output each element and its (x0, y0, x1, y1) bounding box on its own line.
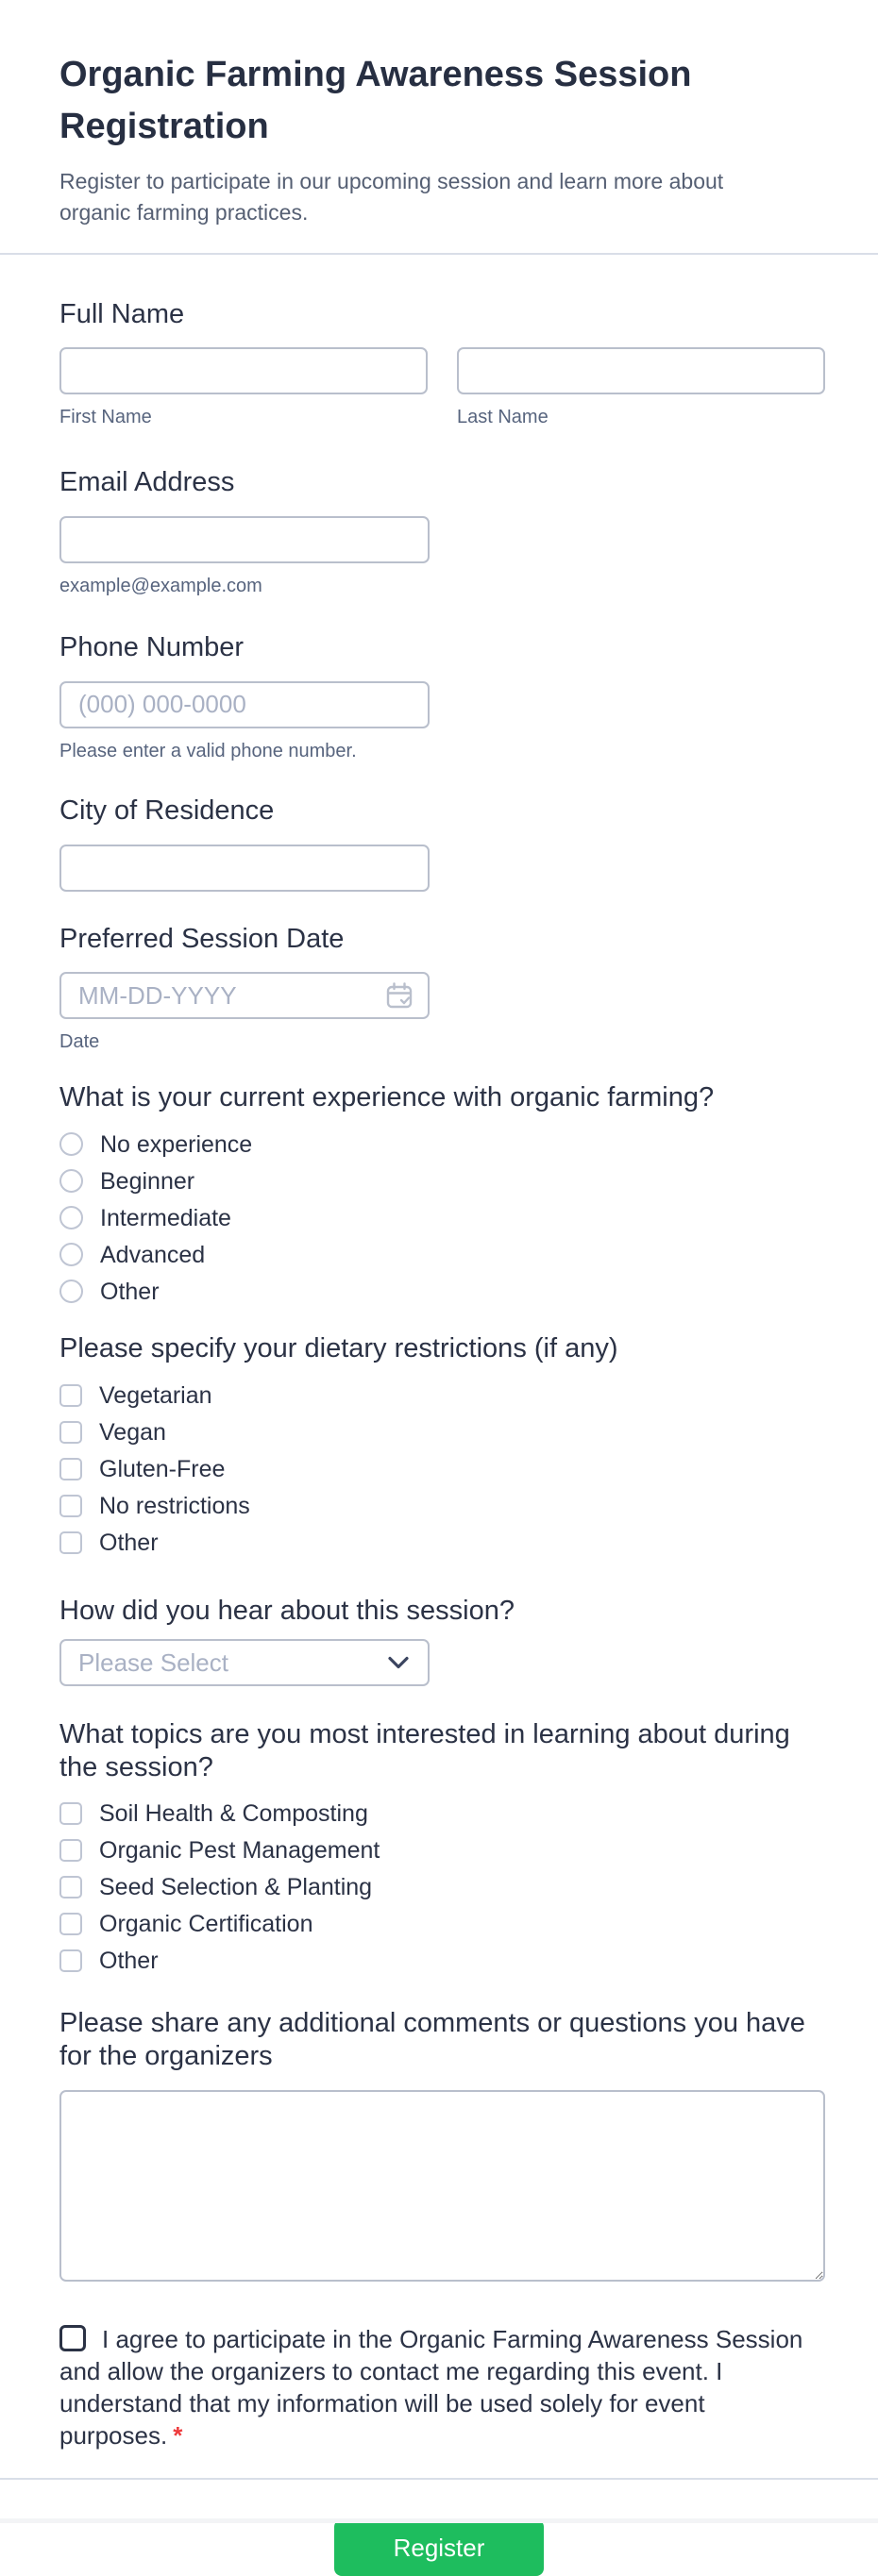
checkbox-dietary-other[interactable] (59, 1531, 82, 1554)
date-sublabel: Date (59, 1031, 100, 1053)
field-dietary (59, 1332, 825, 1561)
last-name-sublabel: Last Name (457, 407, 549, 428)
checkbox-vegetarian[interactable] (59, 1384, 82, 1407)
first-name-field[interactable] (59, 347, 428, 394)
form-body (0, 298, 878, 2452)
full-name-row (59, 347, 825, 428)
checkbox-pest-management[interactable] (59, 1839, 82, 1862)
register-button[interactable]: Register (334, 2519, 544, 2576)
field-agreement (59, 2323, 825, 2451)
dietary-option-row (59, 1487, 825, 1524)
phone-label: Phone Number (59, 632, 245, 663)
agreement-row (59, 2323, 825, 2451)
checkbox-label[interactable]: Other (99, 1948, 159, 1975)
checkbox-no-restrictions[interactable] (59, 1495, 82, 1517)
city-field[interactable] (59, 845, 430, 892)
page-subtitle: Register to participate in our upcoming session and learn more about organic farming practices. (59, 169, 724, 225)
checkbox-label[interactable]: Gluten-Free (99, 1456, 226, 1483)
field-experience (59, 1081, 825, 1310)
date-field[interactable] (59, 972, 430, 1019)
first-name-sublabel: First Name (59, 407, 152, 428)
form-footer (0, 2480, 878, 2576)
city-label: City of Residence (59, 795, 275, 826)
full-name-label: Full Name (59, 298, 185, 329)
checkbox-label[interactable]: Organic Pest Management (99, 1837, 380, 1865)
radio-intermediate[interactable] (59, 1206, 83, 1229)
page-title: Organic Farming Awareness Session Registration (59, 55, 692, 147)
source-select-wrap (59, 1639, 430, 1686)
comments-textarea[interactable] (59, 2090, 825, 2282)
topics-option-row (59, 1795, 825, 1832)
page-bottom-strip (0, 2518, 878, 2523)
experience-option-row (59, 1163, 825, 1199)
experience-option-row (59, 1199, 825, 1236)
first-name-col (59, 347, 428, 428)
dietary-option-row (59, 1524, 825, 1561)
experience-option-row (59, 1273, 825, 1310)
header-divider (0, 253, 878, 255)
checkbox-label[interactable]: Vegetarian (99, 1382, 212, 1410)
date-label: Preferred Session Date (59, 923, 345, 954)
radio-label[interactable]: No experience (100, 1131, 253, 1159)
checkbox-label[interactable]: Organic Certification (99, 1911, 313, 1938)
phone-sublabel: Please enter a valid phone number. (59, 740, 357, 761)
topics-option-row (59, 1942, 825, 1979)
email-field[interactable] (59, 516, 430, 563)
topics-label: What topics are you most interested in learning about during the session? (59, 1718, 790, 1782)
checkbox-certification[interactable] (59, 1913, 82, 1935)
dietary-option-row (59, 1450, 825, 1487)
radio-label[interactable]: Beginner (100, 1168, 195, 1196)
phone-field[interactable] (59, 681, 430, 728)
field-source (59, 1595, 825, 1686)
field-city (59, 795, 825, 892)
checkbox-label[interactable]: Seed Selection & Planting (99, 1874, 373, 1901)
field-phone (59, 631, 825, 762)
checkbox-label[interactable]: No restrictions (99, 1493, 250, 1520)
checkbox-seed-selection[interactable] (59, 1876, 82, 1899)
last-name-col (457, 347, 825, 428)
radio-beginner[interactable] (59, 1169, 83, 1193)
required-asterisk: * (173, 2421, 183, 2451)
field-full-name (59, 298, 825, 429)
radio-label[interactable]: Intermediate (100, 1205, 231, 1232)
field-topics (59, 1718, 825, 1980)
topics-option-row (59, 1832, 825, 1868)
source-select[interactable] (59, 1639, 430, 1686)
agreement-checkbox[interactable] (59, 2325, 86, 2351)
checkbox-vegan[interactable] (59, 1421, 82, 1444)
topics-option-row (59, 1868, 825, 1905)
radio-label[interactable]: Other (100, 1279, 160, 1306)
checkbox-topics-other[interactable] (59, 1949, 82, 1972)
field-comments (59, 2007, 825, 2282)
source-label: How did you hear about this session? (59, 1596, 515, 1627)
checkbox-soil-health[interactable] (59, 1802, 82, 1825)
date-input-wrap (59, 972, 430, 1019)
field-email (59, 466, 825, 597)
email-label: Email Address (59, 467, 235, 498)
experience-option-row (59, 1236, 825, 1273)
experience-option-row (59, 1126, 825, 1163)
checkbox-label[interactable]: Vegan (99, 1419, 166, 1447)
radio-no-experience[interactable] (59, 1132, 83, 1156)
radio-other[interactable] (59, 1280, 83, 1303)
dietary-option-row (59, 1413, 825, 1450)
radio-label[interactable]: Advanced (100, 1242, 206, 1269)
checkbox-label[interactable]: Other (99, 1530, 159, 1557)
dietary-option-row (59, 1377, 825, 1413)
email-sublabel: example@example.com (59, 576, 262, 597)
agreement-text: I agree to participate in the Organic Farming Awareness Session and allow the organizers to contact me regarding this event. I understand that my information will be used solely for event purposes. (59, 2325, 803, 2451)
dietary-label: Please specify your dietary restrictions (if any) (59, 1333, 618, 1364)
topics-option-row (59, 1905, 825, 1942)
form-header (0, 0, 878, 253)
comments-label: Please share any additional comments or questions you have for the organizers (59, 2008, 805, 2072)
checkbox-gluten-free[interactable] (59, 1458, 82, 1480)
experience-label: What is your current experience with organic farming? (59, 1082, 715, 1113)
checkbox-label[interactable]: Soil Health & Composting (99, 1800, 368, 1828)
field-date (59, 923, 825, 1054)
last-name-field[interactable] (457, 347, 825, 394)
radio-advanced[interactable] (59, 1243, 83, 1266)
